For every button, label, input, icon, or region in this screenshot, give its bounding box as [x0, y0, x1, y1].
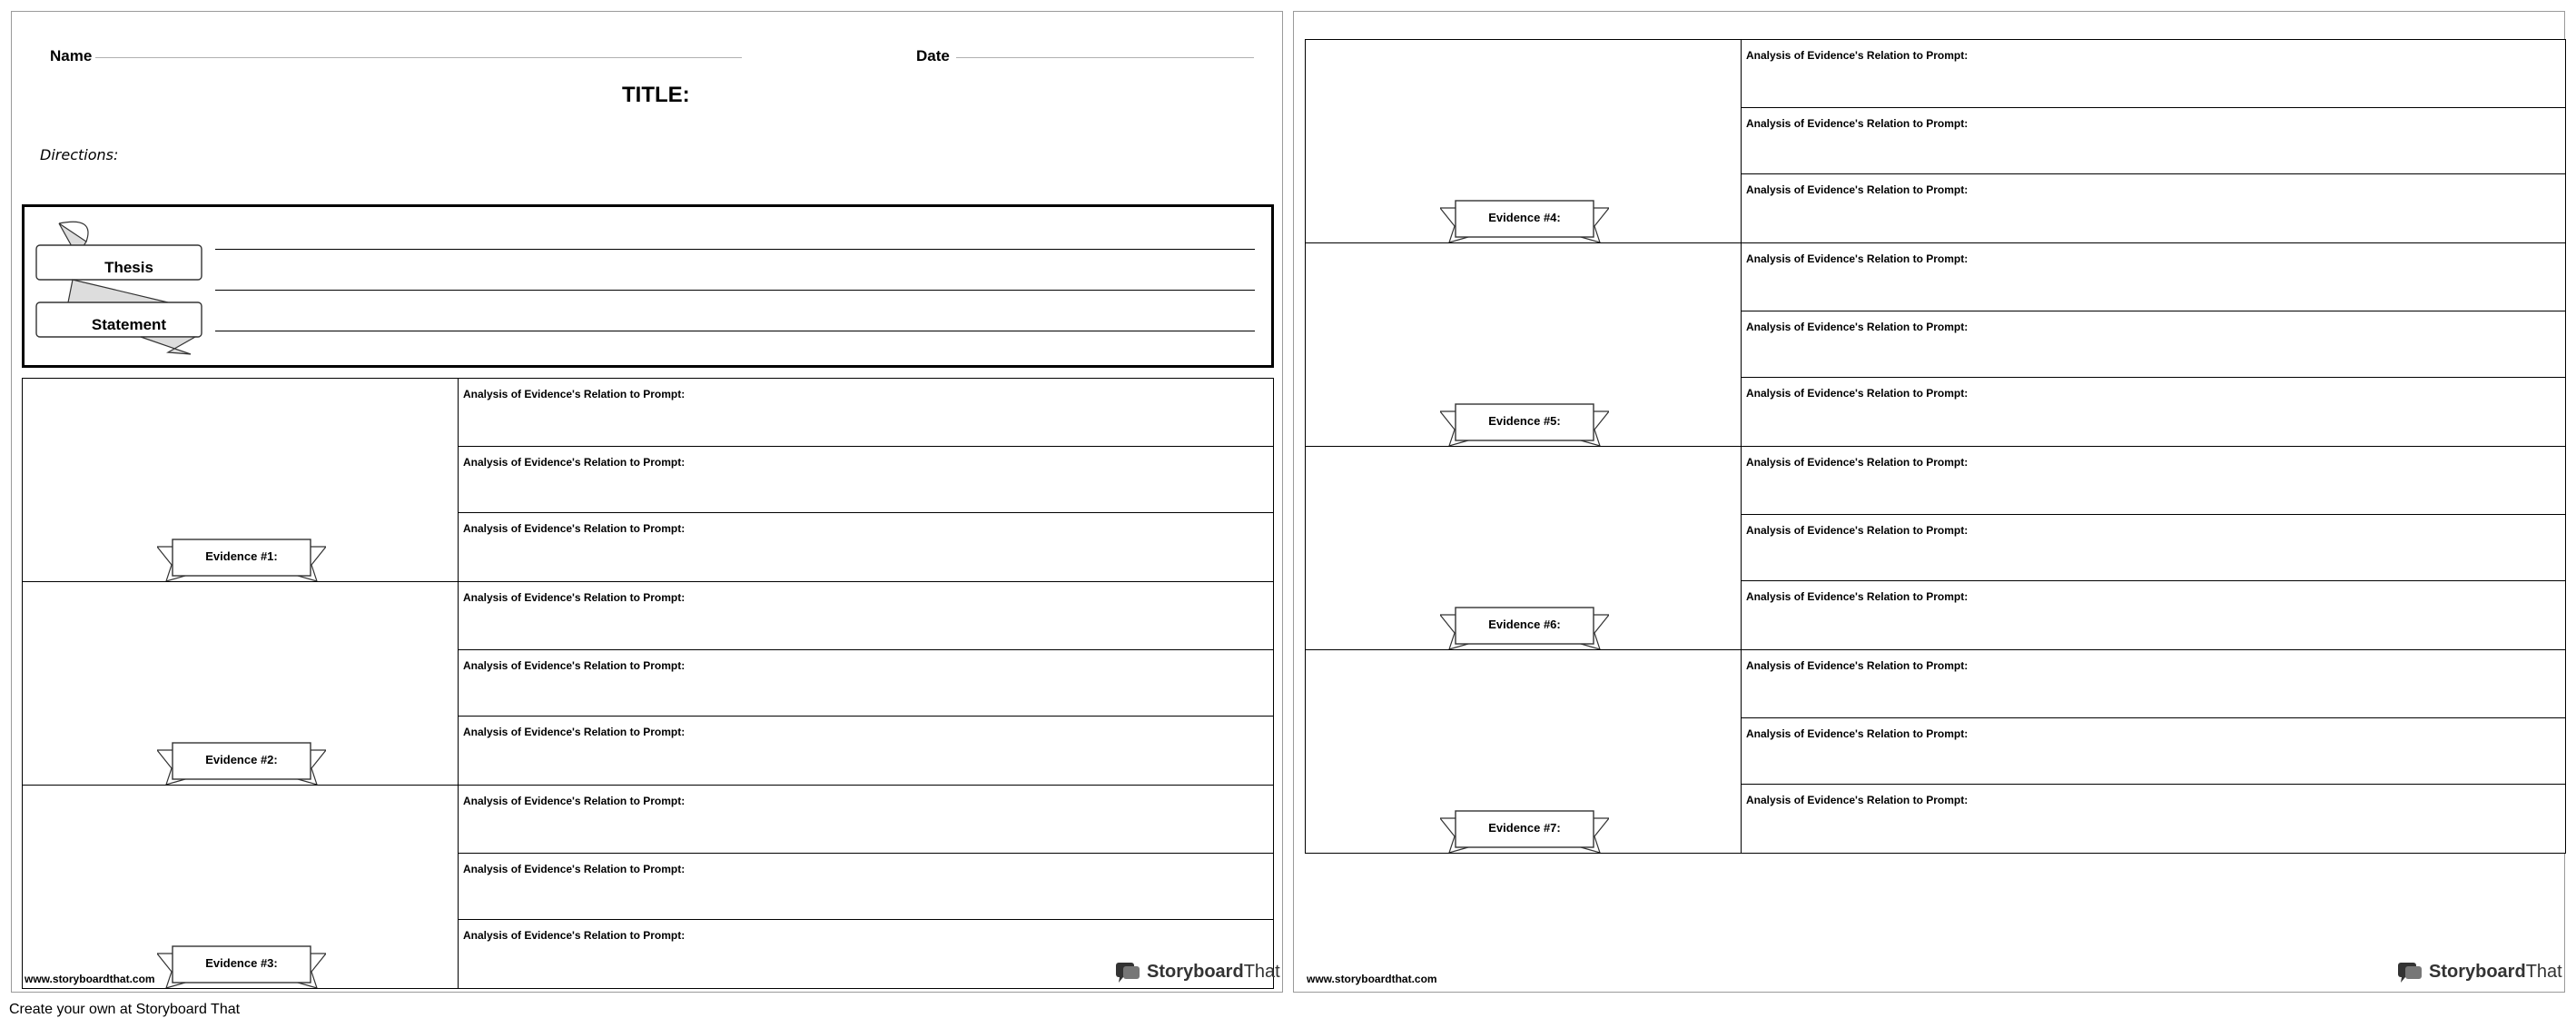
brand-second: That: [1243, 961, 1280, 982]
analysis-label: Analysis of Evidence's Relation to Prompt:: [463, 659, 686, 672]
analysis-cell-5a[interactable]: [1741, 242, 2566, 311]
evidence-label-4: Evidence #4:: [1488, 211, 1561, 224]
evidence-cell-3[interactable]: [22, 785, 459, 989]
analysis-cell-6c[interactable]: [1741, 580, 2566, 650]
evidence-label-6: Evidence #6:: [1488, 618, 1561, 631]
evidence-label-2: Evidence #2:: [205, 753, 278, 766]
analysis-label: Analysis of Evidence's Relation to Prompt:: [463, 522, 686, 535]
thesis-word: Thesis: [104, 259, 153, 276]
analysis-cell-4a[interactable]: [1741, 39, 2566, 108]
analysis-label: Analysis of Evidence's Relation to Prompt:: [1746, 659, 1969, 672]
analysis-cell-4c[interactable]: [1741, 173, 2566, 243]
analysis-cell-1a[interactable]: [458, 378, 1274, 447]
analysis-label: Analysis of Evidence's Relation to Prompt:: [1746, 117, 1969, 130]
analysis-label: Analysis of Evidence's Relation to Prompt:: [463, 929, 686, 942]
worksheet-page-2: [1293, 11, 2565, 993]
analysis-label: Analysis of Evidence's Relation to Prompt:: [463, 863, 686, 875]
evidence-ribbon-7: [1440, 809, 1609, 853]
analysis-cell-7b[interactable]: [1741, 717, 2566, 785]
analysis-cell-4b[interactable]: [1741, 107, 2566, 174]
analysis-cell-7a[interactable]: [1741, 649, 2566, 718]
analysis-label: Analysis of Evidence's Relation to Prompt:: [463, 456, 686, 469]
analysis-label: Analysis of Evidence's Relation to Prompt:: [1746, 456, 1969, 469]
analysis-label: Analysis of Evidence's Relation to Prompt:: [1746, 252, 1969, 265]
evidence-ribbon-6: [1440, 606, 1609, 649]
thesis-ribbon-icon: [32, 216, 213, 361]
analysis-label: Analysis of Evidence's Relation to Prompt:: [463, 591, 686, 604]
analysis-label: Analysis of Evidence's Relation to Prompt:: [1746, 524, 1969, 537]
evidence-ribbon-1: [157, 538, 326, 581]
evidence-ribbon-3: [157, 944, 326, 988]
analysis-label: Analysis of Evidence's Relation to Prompt:: [463, 726, 686, 738]
directions-label: Directions:: [40, 146, 119, 163]
analysis-cell-6a[interactable]: [1741, 446, 2566, 515]
analysis-label: Analysis of Evidence's Relation to Prompt:: [1746, 387, 1969, 400]
storyboardthat-brand[interactable]: [1114, 960, 1280, 984]
date-line: [956, 57, 1254, 58]
evidence-cell-2[interactable]: [22, 581, 459, 786]
footer-url[interactable]: www.storyboardthat.com: [1307, 973, 1437, 985]
footer-url[interactable]: www.storyboardthat.com: [25, 973, 155, 985]
analysis-cell-3a[interactable]: [458, 785, 1274, 854]
evidence-cell-7[interactable]: [1305, 649, 1742, 854]
analysis-cell-2c[interactable]: [458, 716, 1274, 786]
analysis-label: Analysis of Evidence's Relation to Prompt:: [463, 795, 686, 807]
page-title: TITLE:: [622, 83, 690, 107]
analysis-cell-3b[interactable]: [458, 853, 1274, 920]
statement-word: Statement: [91, 316, 167, 333]
analysis-label: Analysis of Evidence's Relation to Prompt:: [1746, 49, 1969, 62]
storyboardthat-brand[interactable]: [2396, 960, 2562, 984]
date-label: Date: [916, 47, 950, 64]
storyboardthat-logo-icon: [1114, 960, 1141, 984]
evidence-label-7: Evidence #7:: [1488, 821, 1561, 835]
evidence-ribbon-2: [157, 741, 326, 785]
thesis-line-1: [215, 249, 1255, 250]
evidence-label-5: Evidence #5:: [1488, 414, 1561, 428]
analysis-cell-7c[interactable]: [1741, 784, 2566, 854]
brand-first: Storyboard: [1147, 961, 1244, 982]
analysis-label: Analysis of Evidence's Relation to Prompt:: [1746, 590, 1969, 603]
analysis-label: Analysis of Evidence's Relation to Prompt:: [1746, 794, 1969, 806]
analysis-label: Analysis of Evidence's Relation to Prompt:: [1746, 183, 1969, 196]
name-line: [95, 57, 742, 58]
analysis-cell-6b[interactable]: [1741, 514, 2566, 581]
storyboardthat-logo-icon: [2396, 960, 2423, 984]
name-label: Name: [50, 47, 93, 64]
evidence-label-1: Evidence #1:: [205, 549, 278, 563]
evidence-ribbon-4: [1440, 199, 1609, 242]
thesis-line-2: [215, 290, 1255, 291]
create-your-own-link[interactable]: Create your own at Storyboard That: [9, 1002, 241, 1017]
thesis-statement-box: [22, 204, 1274, 368]
analysis-cell-2b[interactable]: [458, 649, 1274, 717]
evidence-cell-5[interactable]: [1305, 242, 1742, 447]
analysis-cell-5c[interactable]: [1741, 377, 2566, 447]
analysis-cell-1c[interactable]: [458, 512, 1274, 582]
evidence-cell-4[interactable]: [1305, 39, 1742, 243]
worksheet-page-1: [11, 11, 1283, 993]
evidence-cell-6[interactable]: [1305, 446, 1742, 650]
analysis-cell-1b[interactable]: [458, 446, 1274, 513]
evidence-label-3: Evidence #3:: [205, 956, 278, 970]
analysis-label: Analysis of Evidence's Relation to Prompt:: [463, 388, 686, 400]
analysis-cell-2a[interactable]: [458, 581, 1274, 650]
analysis-label: Analysis of Evidence's Relation to Prompt:: [1746, 727, 1969, 740]
evidence-cell-1[interactable]: [22, 378, 459, 582]
brand-first: Storyboard: [2429, 961, 2526, 982]
evidence-ribbon-5: [1440, 402, 1609, 446]
analysis-label: Analysis of Evidence's Relation to Prompt:: [1746, 321, 1969, 333]
analysis-cell-5b[interactable]: [1741, 311, 2566, 378]
brand-second: That: [2525, 961, 2562, 982]
